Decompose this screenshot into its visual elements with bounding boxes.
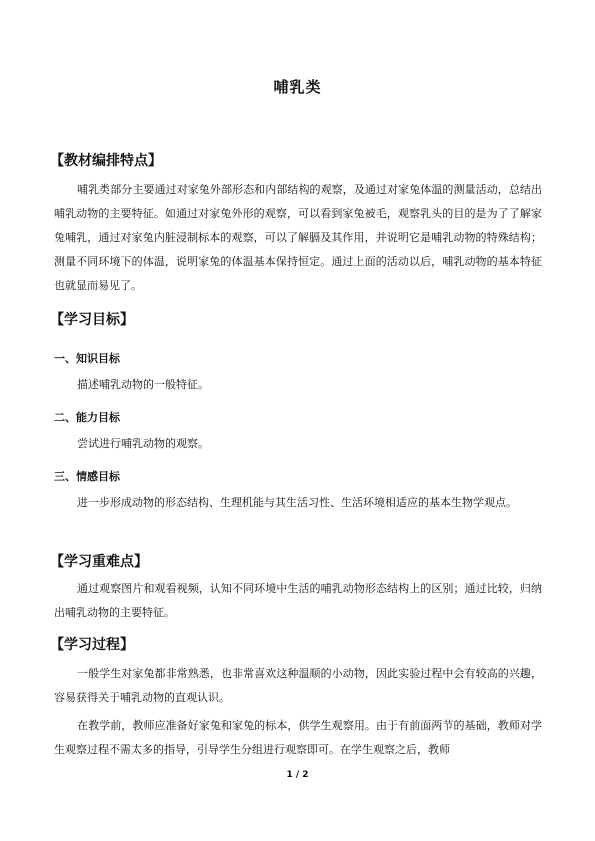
subheading-ability-goal: 二、能力目标 <box>54 411 120 424</box>
paragraph-ability-goal: 尝试进行哺乳动物的观察。 <box>77 437 209 450</box>
heading-key-points: 【学习重难点】 <box>50 554 148 570</box>
heading-learning-process: 【学习过程】 <box>50 637 134 653</box>
paragraph-emotion-goal: 进一步形成动物的形态结构、生理机能与其生活习性、生活环境相适应的基本生物学观点。 <box>77 496 517 509</box>
page-number: 1 / 2 <box>286 770 309 780</box>
subheading-emotion-goal: 三、情感目标 <box>54 470 120 483</box>
page-title: 哺乳类 <box>273 78 322 96</box>
heading-textbook-features: 【教材编排特点】 <box>50 153 162 169</box>
paragraph-key-points: 通过观察图片和观看视频，认知不同环境中生活的哺乳动物形态结构上的区别；通过比较，归纳出哺乳动物的主要特征。 <box>54 582 542 619</box>
paragraph-knowledge-goal: 描述哺乳动物的一般特征。 <box>77 378 209 391</box>
paragraph-process-2: 在教学前，教师应准备好家兔和家兔的标本，供学生观察用。由于有前面两节的基础，教师对学生观察过程不需太多的指导，引导学生分组进行观察即可。在学生观察之后，教师 <box>54 719 542 756</box>
paragraph-process-1: 一般学生对家兔都非常熟悉，也非常喜欢这种温顺的小动物，因此实验过程中会有较高的兴趣，容易获得关于哺乳动物的直观认识。 <box>54 667 542 704</box>
heading-learning-goals: 【学习目标】 <box>50 312 134 328</box>
paragraph-textbook-features: 哺乳类部分主要通过对家兔外部形态和内部结构的观察，及通过对家兔体温的测量活动，总结出哺乳动物的主要特征。如通过对家兔外形的观察，可以看到家兔被毛，观察乳头的目的是为了了解家兔哺乳，通过对家兔内脏浸制标本的观察，可以了解膈及其作用，并说明它是哺乳动物的特殊结构；测量不同环境下的体温，说明家兔的体温基本保持恒定。通过上面的活动以后，哺乳动物的基本特征也就显而易见了。 <box>54 183 542 292</box>
subheading-knowledge-goal: 一、知识目标 <box>54 352 120 365</box>
